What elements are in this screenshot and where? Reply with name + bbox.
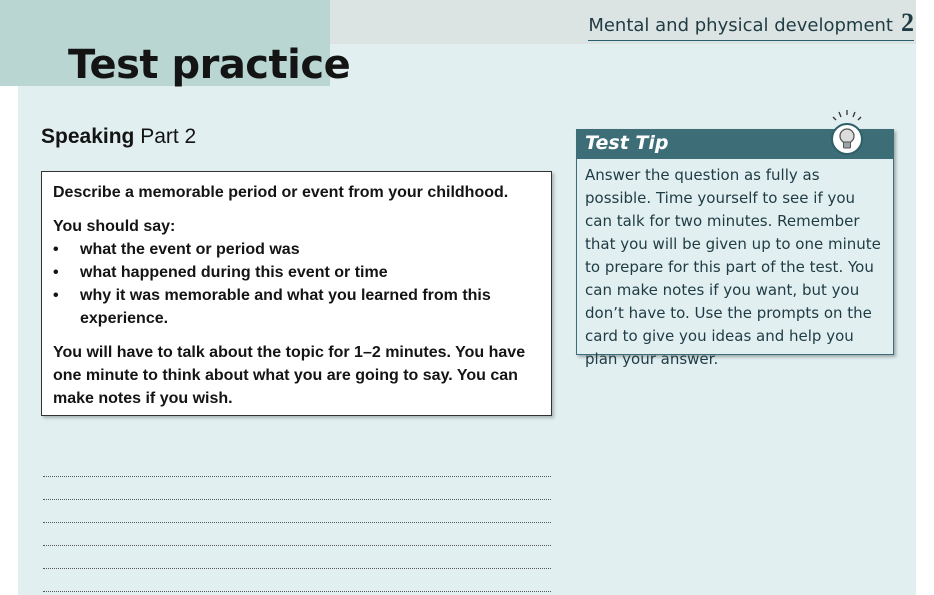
note-lines <box>43 454 551 592</box>
note-line <box>43 500 551 523</box>
task-instructions: You will have to talk about the topic for 1–2 minutes. You have one minute to think about what you are going to say. You can make notes if you wish. <box>53 344 526 407</box>
section-heading-bold: Speaking <box>41 125 135 148</box>
list-item-text: why it was memorable and what you learned from this experience. <box>80 287 491 327</box>
bullet-icon: • <box>53 264 59 281</box>
test-tip-body: Answer the question as fully as possible. Time yourself to see if you can talk for two minutes. Remember that you will be given up to one minute to prepare for this part of the test. You can make notes if you want, but you don’t have to. Use the prompts on the card to give you ideas and help you plan your answer. <box>585 166 881 368</box>
note-line <box>43 477 551 500</box>
list-item-text: what the event or period was <box>80 241 300 258</box>
list-item <box>53 238 540 261</box>
list-item-text: what happened during this event or time <box>80 264 388 281</box>
bullet-icon: • <box>53 287 59 304</box>
running-head-text: Mental and physical development <box>588 15 893 36</box>
running-head <box>588 8 914 41</box>
task-card <box>41 171 552 416</box>
bullet-list <box>53 238 540 330</box>
should-say-label: You should say: <box>53 218 176 235</box>
test-tip-header <box>577 130 893 159</box>
test-tip-title: Test Tip <box>585 132 669 154</box>
note-line <box>43 523 551 546</box>
page-title: Test practice <box>68 42 351 88</box>
note-line <box>43 569 551 592</box>
bullet-icon: • <box>53 241 59 258</box>
task-prompt: Describe a memorable period or event from your childhood. <box>53 184 509 201</box>
test-tip-box <box>576 129 894 368</box>
note-line <box>43 546 551 569</box>
note-line <box>43 454 551 477</box>
section-heading-rest: Part 2 <box>134 125 197 148</box>
section-heading <box>41 125 196 149</box>
chapter-number: 2 <box>901 8 914 37</box>
list-item <box>53 284 540 330</box>
list-item <box>53 261 540 284</box>
lightbulb-icon <box>824 108 870 156</box>
